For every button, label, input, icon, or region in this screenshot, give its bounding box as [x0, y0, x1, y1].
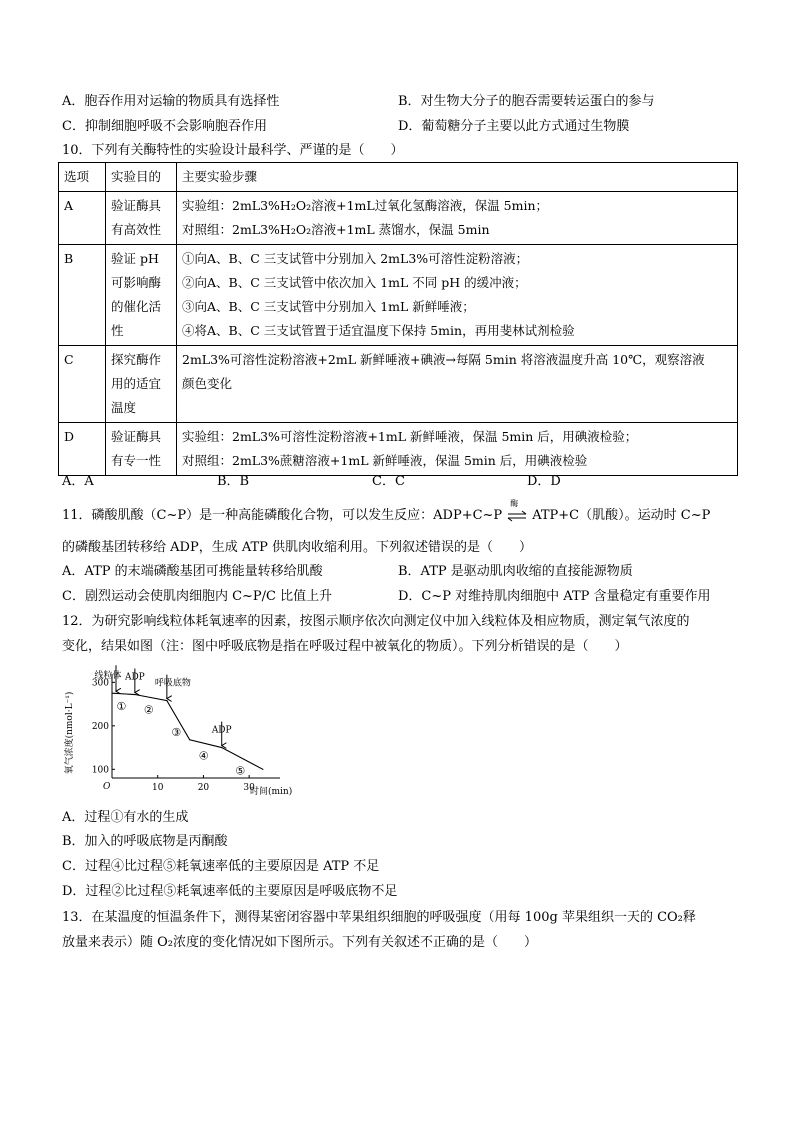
aim-line: 性 [111, 323, 124, 338]
aim-line: 的催化活 [111, 299, 162, 314]
reversible-arrow [506, 498, 528, 523]
table-row [59, 423, 738, 476]
header-option: 选项 [59, 163, 106, 192]
header-aim: 实验目的 [106, 163, 177, 192]
q9-option-a: A．胞吞作用对运输的物质具有选择性 [62, 94, 280, 109]
curve-point [189, 739, 190, 740]
aim-line: 探究酶作 [111, 352, 162, 367]
segment-label: ② [143, 703, 154, 717]
experiment-table [58, 162, 738, 476]
row-steps [177, 192, 738, 245]
header-steps: 主要实验步骤 [177, 163, 738, 192]
y-tick-label: 200 [91, 721, 109, 732]
q12-option-d: D．过程②比过程⑤耗氧速率低的主要原因是呼吸底物不足 [62, 884, 398, 899]
row-option: D [59, 423, 106, 476]
segment-label: ③ [171, 726, 182, 740]
q9-option-d: D．葡萄糖分子主要以此方式通过生物膜 [398, 119, 630, 134]
row-steps [177, 245, 738, 346]
oxygen-curve [112, 693, 263, 769]
annotation-label: 呼吸底物 [154, 678, 191, 689]
row-option: A [59, 192, 106, 245]
aim-line: 可影响酶 [111, 275, 162, 290]
q10-answer-c: C．C [372, 474, 405, 489]
annotation-label: ADP [211, 725, 232, 736]
q9-option-c: C．抑制细胞呼吸不会影响胞吞作用 [62, 119, 267, 134]
origin-label: O [103, 782, 111, 792]
y-axis-label: 氧气浓度(nmol·L⁻¹) [65, 691, 75, 775]
step-line: ②向A、B、C 三支试管中依次加入 1mL 不同 pH 的缓冲液； [182, 275, 527, 290]
q11-option-d: D．C~P 对维持肌肉细胞中 ATP 含量稳定有重要作用 [398, 589, 711, 604]
q12-stem-line2: 变化，结果如图（注：图中呼吸底物是指在呼吸过程中被氧化的物质）。下列分析错误的是（ ） [62, 639, 628, 654]
y-tick-label: 100 [91, 765, 109, 776]
row-steps [177, 346, 738, 423]
segment-label: ⑤ [235, 764, 246, 778]
q11-option-c: C．剧烈运动会使肌肉细胞内 C~P/C 比值上升 [62, 589, 333, 604]
x-tick-label: 20 [197, 783, 210, 793]
step-line: 实验组：2mL3%可溶性淀粉溶液+1mL 新鲜唾液，保温 5min 后，用碘液检验； [182, 429, 638, 444]
curve-point [134, 694, 135, 695]
q11-stem-line1 [62, 498, 711, 523]
step-line: ①向A、B、C 三支试管中分别加入 2mL3%可溶性淀粉溶液； [182, 251, 529, 266]
row-aim [106, 245, 177, 346]
q10-answer-d: D．D [527, 474, 561, 489]
enzyme-label: 酶 [510, 498, 519, 508]
step-line: ④将A、B、C 三支试管置于适宜温度下保持 5min，再用斐林试剂检验 [182, 323, 575, 338]
q12-stem-line1: 12．为研究影响线粒体耗氧速率的因素，按图示顺序依次向测定仪中加入线粒体及相应物质，测定氧气浓度的 [62, 614, 690, 629]
q12-option-c: C．过程④比过程⑤耗氧速率低的主要原因是 ATP 不足 [62, 859, 380, 874]
table-row [59, 192, 738, 245]
q12-option-a: A．过程①有水的生成 [62, 810, 189, 825]
curve-point [111, 693, 112, 694]
q10-stem: 10．下列有关酶特性的实验设计最科学、严谨的是（ ） [62, 143, 404, 158]
step-line: 2mL3%可溶性淀粉溶液+2mL 新鲜唾液+碘液→每隔 5min 将溶液温度升高 10℃，观察溶液 [182, 352, 705, 367]
q9-option-b: B．对生物大分子的胞吞需要转运蛋白的参与 [398, 94, 655, 109]
q13-stem-line1: 13．在某温度的恒温条件下，测得某密闭容器中苹果组织细胞的呼吸强度（用每 100g 苹果组织一天的 CO₂释 [62, 910, 696, 925]
annotation-label: 线粒体 [94, 671, 122, 682]
step-line: 颜色变化 [182, 376, 233, 391]
q11-stem-line2: 的磷酸基团转移给 ADP，生成 ATP 供肌肉收缩利用。下列叙述错误的是（ ） [62, 540, 533, 555]
row-option: C [59, 346, 106, 423]
y-tick-label: 300 [91, 678, 109, 689]
reversible-arrow-icon [506, 509, 528, 523]
oxygen-concentration-chart [62, 660, 302, 800]
aim-line: 有高效性 [111, 222, 162, 237]
aim-line: 有专一性 [111, 453, 162, 468]
row-aim [106, 346, 177, 423]
step-line: 对照组：2mL3%蔗糖溶液+1mL 新鲜唾液，保温 5min 后，用碘液检验 [182, 453, 588, 468]
curve-point [262, 769, 263, 770]
q10-answer-b: B．B [217, 474, 250, 489]
annotation-label: ADP [124, 672, 145, 683]
step-line: 实验组：2mL3%H₂O₂溶液+1mL过氧化氢酶溶液，保温 5min； [182, 198, 549, 213]
x-tick-label: 10 [151, 783, 164, 793]
step-line: 对照组：2mL3%H₂O₂溶液+1mL 蒸馏水，保温 5min [182, 222, 490, 237]
q10-answer-a: A．A [62, 474, 94, 489]
x-tick-label: 30 [243, 783, 255, 793]
segment-label: ④ [198, 749, 209, 763]
aim-line: 温度 [111, 400, 137, 415]
table-row [59, 346, 738, 423]
q11-option-b: B．ATP 是驱动肌肉收缩的直接能源物质 [398, 564, 633, 579]
row-steps [177, 423, 738, 476]
q11-stem-text: 11．磷酸肌酸（C~P）是一种高能磷酸化合物，可以发生反应： [62, 508, 434, 523]
curve-point [221, 747, 222, 748]
aim-line: 验证酶具 [111, 429, 162, 444]
table-header-row [59, 163, 738, 192]
row-aim [106, 423, 177, 476]
curve-point [166, 700, 167, 701]
aim-line: 用的适宜 [111, 376, 162, 391]
q13-stem-line2: 放量来表示）随 O₂浓度的变化情况如下图所示。下列有关叙述不正确的是（ ） [62, 935, 538, 950]
reaction-left: ADP+C~P [433, 508, 503, 523]
q11-option-a: A．ATP 的末端磷酸基团可携能量转移给肌酸 [62, 564, 323, 579]
q12-option-b: B．加入的呼吸底物是丙酮酸 [62, 834, 228, 849]
row-aim [106, 192, 177, 245]
q10-answers [62, 470, 682, 489]
aim-line: 验证 pH [111, 251, 159, 266]
segment-label: ① [116, 699, 127, 713]
reaction-right: ATP+C（肌酸）。运动时 C~P [532, 508, 711, 523]
table-row [59, 245, 738, 346]
x-axis-label: 时间(min) [250, 787, 293, 797]
aim-line: 验证酶具 [111, 198, 162, 213]
row-option: B [59, 245, 106, 346]
step-line: ③向A、B、C 三支试管中分别加入 1mL 新鲜唾液； [182, 299, 475, 314]
